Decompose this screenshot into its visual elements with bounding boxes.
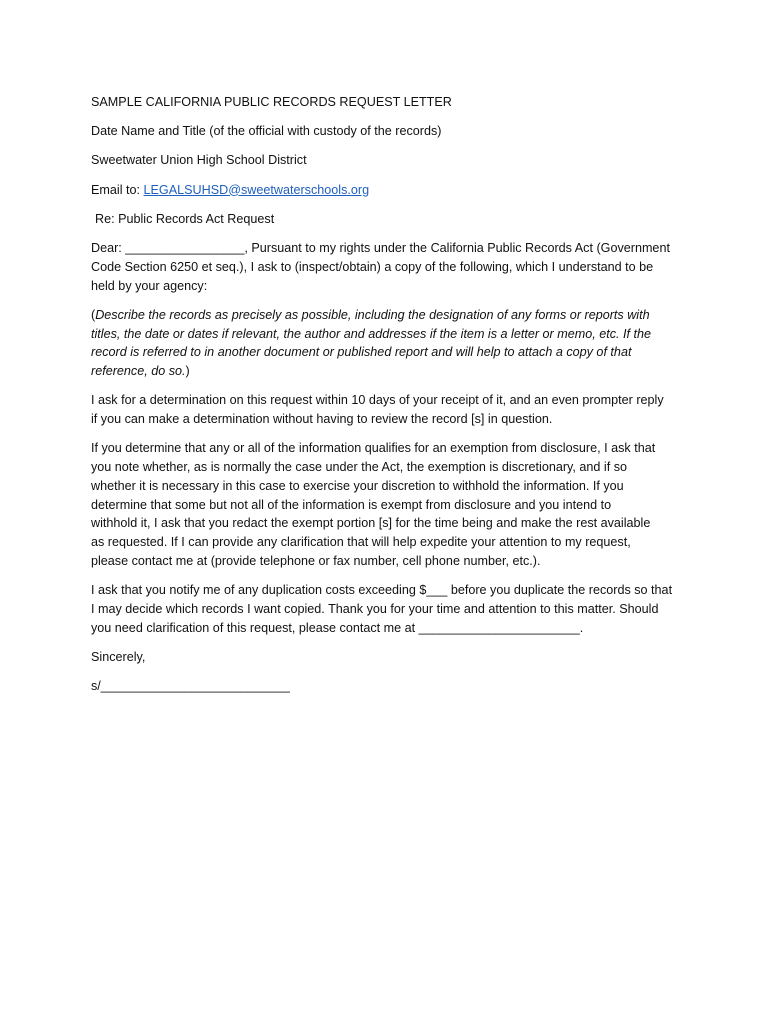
closing-text: Sincerely, [91,650,146,665]
exemption-line-1: If you determine that any or all of the information qualifies for an exemption from disclosure, I ask that [91,441,656,456]
describe-line-3: record is referred to in another document or published report and will help to attach a copy of that [91,345,632,360]
exemption-line-4: determine that some but not all of the information is exempt from disclosure and you intend to [91,497,612,512]
email-label: Email to: [91,182,144,197]
email-link[interactable]: LEGALSUHSD@sweetwaterschools.org [143,182,370,197]
determination-paragraph [91,391,691,429]
costs-line-1: I ask that you notify me of any duplication costs exceeding $___ before you duplicate the records so that [91,583,673,598]
exemption-line-6: as requested. If I can provide any clarification that will help expedite your attention to my request, [91,535,631,550]
email-block [91,181,691,200]
letter-page [91,93,691,706]
closing-block [91,648,691,667]
exemption-line-3: whether it is necessary in this case to exercise your discretion to withhold the information. If you [91,478,624,493]
exemption-line-5: withhold it, I ask that you redact the exempt portion [s] for the time being and make the rest available [91,516,651,531]
describe-text-4: reference, do so. [91,364,186,379]
re-block [91,210,691,229]
costs-line-3: you need clarification of this request, please contact me at _______________________. [91,620,584,635]
describe-line-4 [91,362,691,381]
costs-line-2: I may decide which records I want copied. Thank you for your time and attention to this matter. Should [91,602,659,617]
exemption-line-2: you note whether, as is normally the case under the Act, the exemption is discretionary, and if so [91,460,627,475]
signature-block [91,677,691,696]
exemption-line-7: please contact me at (provide telephone or fax number, cell phone number, etc.). [91,554,541,569]
describe-text-1: Describe the records as precisely as possible, including the designation of any forms or reports with [95,307,650,322]
agency-block [91,151,691,170]
dear-line-2: Code Section 6250 et seq.), I ask to (inspect/obtain) a copy of the following, which I understand to be [91,259,654,274]
describe-close-paren: ) [185,364,190,379]
dear-line-3: held by your agency: [91,278,208,293]
date-name-block [91,122,691,141]
describe-line-2: titles, the date or dates if relevant, the author and addresses if the item is a letter or memo, etc. If the [91,326,652,341]
date-name-title-line: Date Name and Title (of the official with custody of the records) [91,124,442,139]
exemption-paragraph [91,439,691,571]
dear-paragraph [91,239,691,295]
signature-line: s/___________________________ [91,679,290,694]
determination-line-1: I ask for a determination on this request within 10 days of your receipt of it, and an even prompter reply [91,393,664,408]
dear-line-1: Dear: _________________, Pursuant to my rights under the California Public Records Act (Government [91,240,670,255]
costs-paragraph [91,581,691,637]
letter-title-block [91,93,691,112]
describe-open-paren: ( [91,307,96,322]
agency-name: Sweetwater Union High School District [91,153,307,168]
letter-title: SAMPLE CALIFORNIA PUBLIC RECORDS REQUEST LETTER [91,95,452,109]
describe-paragraph [91,306,691,381]
describe-line-1 [91,306,691,325]
determination-line-2: if you can make a determination without having to review the record [s] in question. [91,412,553,427]
re-line: Re: Public Records Act Request [95,211,275,226]
